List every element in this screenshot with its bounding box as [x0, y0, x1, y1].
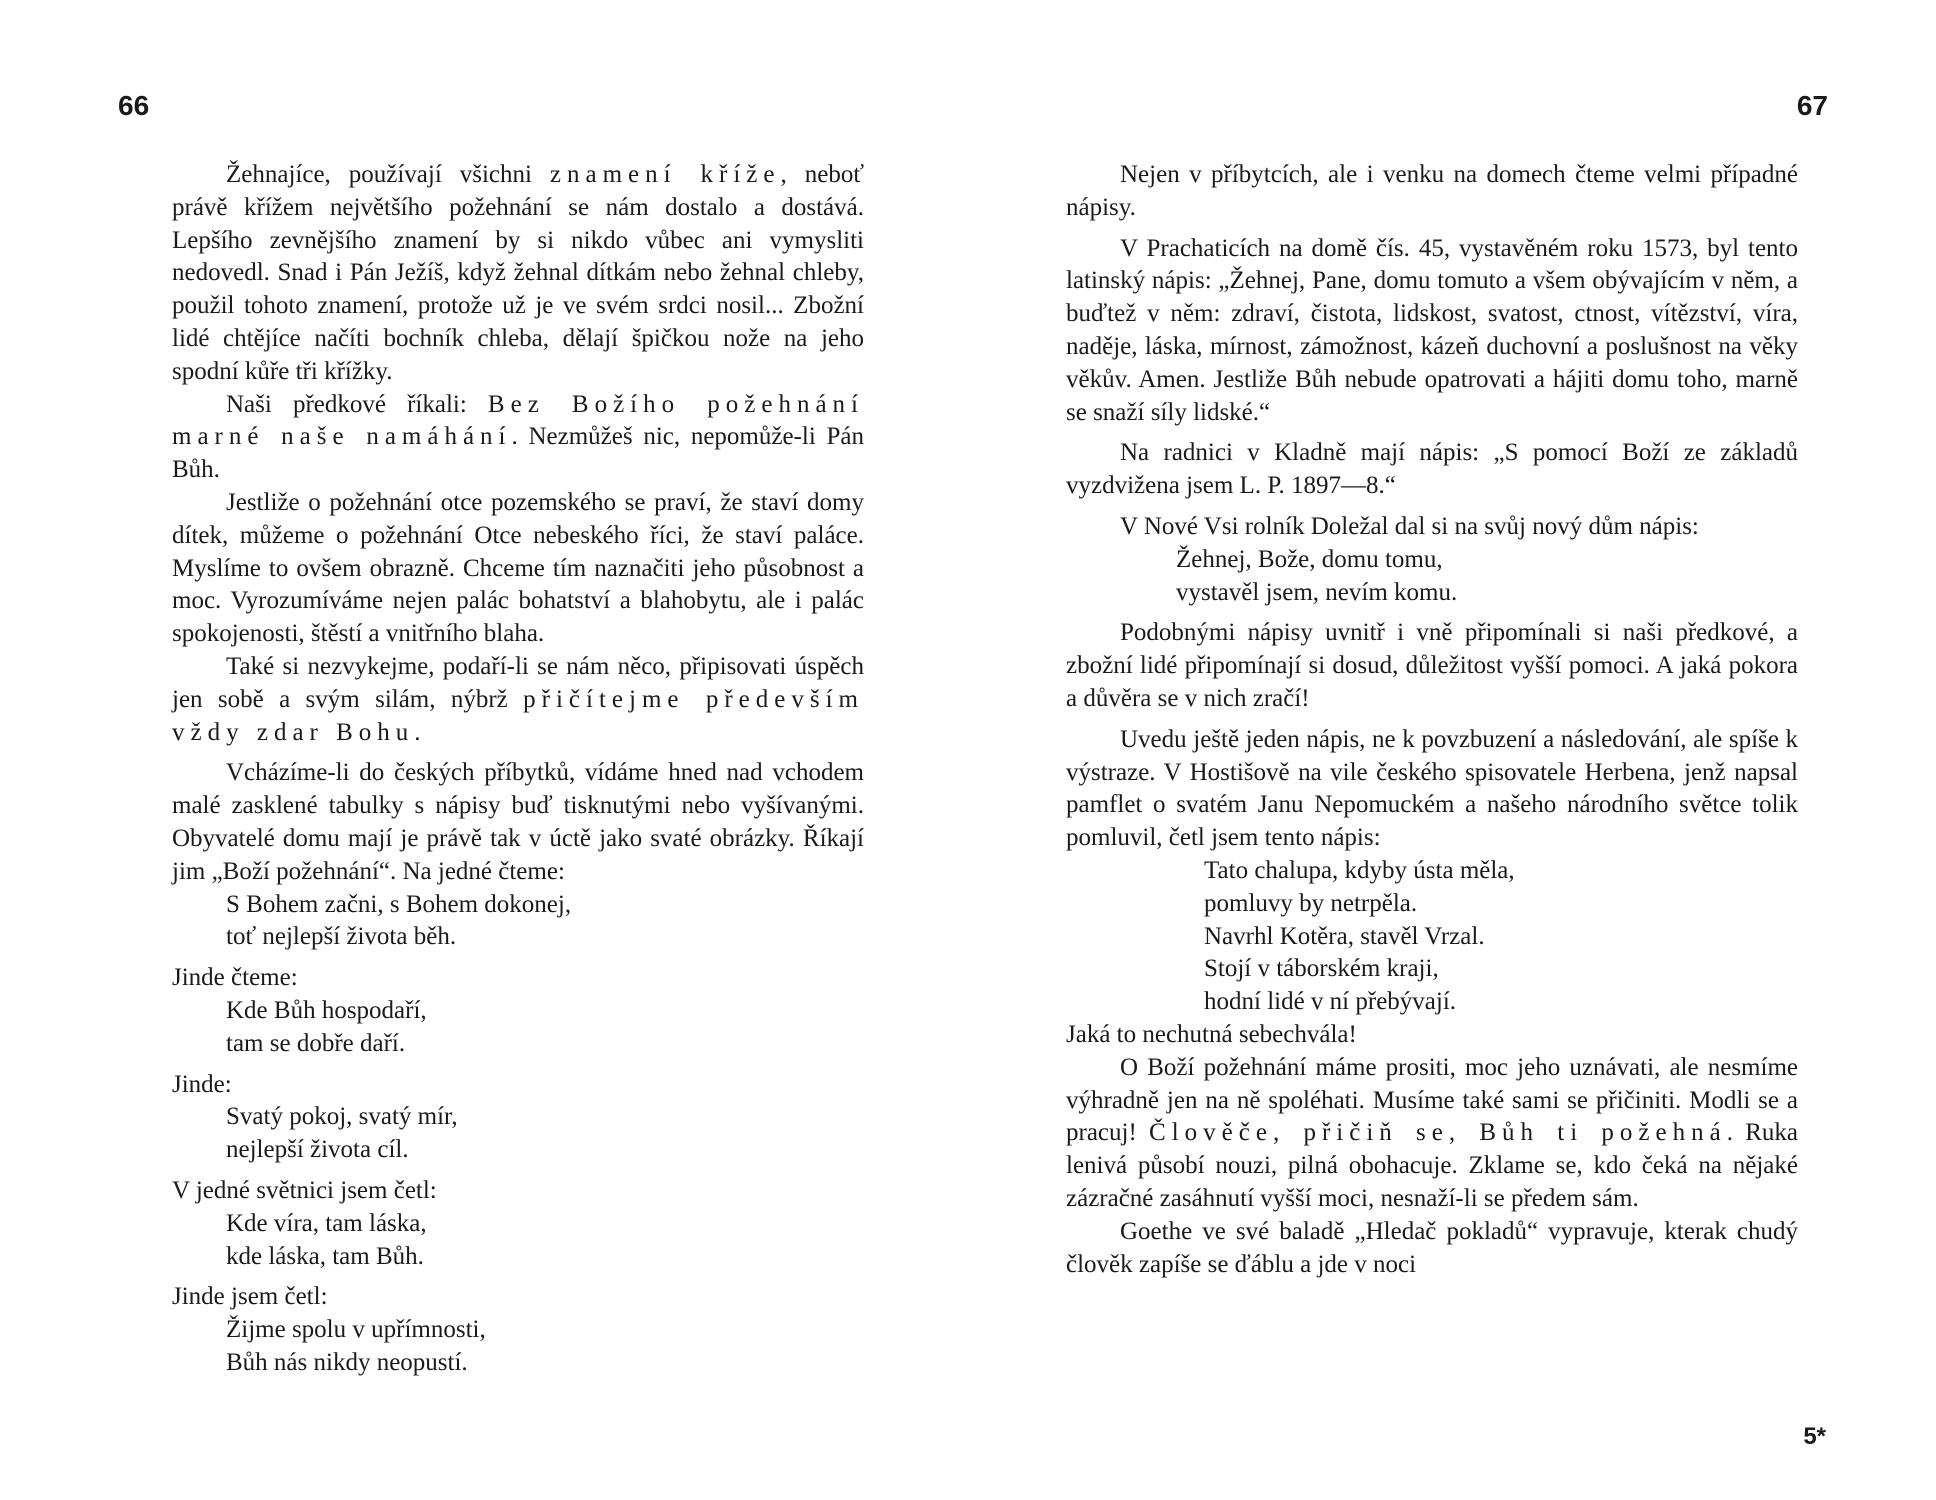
verse-line: toť nejlepší života běh.: [226, 923, 457, 951]
right-paragraph-6: Uvedu ještě jeden nápis, ne k povzbuzení a následování, ale spíše k výstraze. V Hostišově na vile českého spisovatele Herbena, jenž napsal pamflet o svatém Janu Nepomuckém a našeho národního světce tolik pomluvil, četl jsem tento nápis:: [1066, 725, 1798, 852]
inscription-verse-4: [172, 1208, 864, 1274]
spaced-emphasis: znamení kříže: [549, 161, 781, 188]
right-paragraph-2: V Prachaticích na domě čís. 45, vystavěném roku 1573, byl tento latinský nápis: „Žehnej, Pane, domu tomuto a všem obývajícím v něm, a buďtež v něm: zdraví, čistota, lidskost, svatost, ctnost, vítězství, víra, naděje, láska, mírnost, zámožnost, kázeň duchovní a poslušnost na věky věkův. Amen. Jestliže Bůh nebude opatrovati a hájiti domu toho, marně se snaží síly lidské.“: [1066, 234, 1798, 426]
right-text-column: [1066, 159, 1798, 1281]
left-paragraph-1: Žehnajíce, používají všichni znamení kříže, neboť právě křížem největšího požehnání se nám dostalo a dostává. Lepšího zevnějšího znamení by si nikdo vůbec ani vymysliti nedovedl. Snad i Pán Ježíš, když žehnal dítkám nebo žehnal chleby, použil tohoto znamení, protože už je ve svém srdci nosil... Zbožní lidé chtějíce načíti bochník chleba, dělají špičkou nože na jeho spodní kůře tři křížky.: [172, 161, 864, 385]
left-paragraph-2: Naši předkové říkali: Bez Božího požehnání marné naše namáhání. Nezmůžeš nic, nepomůže-li Pán Bůh.: [172, 390, 864, 484]
verse-line: Kde Bůh hospodaří,: [226, 996, 427, 1024]
inscription-verse-6: [1066, 544, 1798, 610]
left-paragraph-4: Také si nezvykejme, podaří-li se nám něco, připisovati úspěch jen sobě a svým silám, nýbrž přičítejme především vždy zdar Bohu.: [172, 652, 864, 746]
spaced-emphasis: Bez Božího požehnání marné naše namáhání: [172, 390, 864, 451]
verse-line: kde láska, tam Bůh.: [226, 1242, 424, 1270]
verse-line: Stojí v táborském kraji,: [1204, 955, 1439, 983]
verse-line: Navrhl Kotěra, stavěl Vrzal.: [1204, 922, 1485, 950]
verse-line: Bůh nás nikdy neopustí.: [226, 1348, 468, 1376]
closing-remark: Jaká to nechutná sebechvála!: [1066, 1020, 1357, 1048]
right-paragraph-4: V Nové Vsi rolník Doležal dal si na svůj nový dům nápis:: [1120, 512, 1699, 540]
verse-intro-5: Jinde jsem četl:: [172, 1283, 328, 1311]
inscription-verse-5: [172, 1314, 864, 1380]
inscription-verse-1: [172, 889, 864, 955]
verse-line: Žijme spolu v upřímnosti,: [226, 1316, 486, 1344]
verse-line: Kde víra, tam láska,: [226, 1209, 427, 1237]
verse-line: Tato chalupa, kdyby ústa měla,: [1204, 856, 1515, 884]
right-paragraph-8: Goethe ve své baladě „Hledač pokladů“ vypravuje, kterak chudý člověk zapíše se ďáblu a jde v noci: [1066, 1217, 1798, 1278]
verse-intro-2: Jinde čteme:: [172, 964, 298, 992]
left-paragraph-3: Jestliže o požehnání otce pozemského se praví, že staví domy dítek, můžeme o požehnání Otce nebeského říci, že staví paláce. Myslíme to ovšem obrazně. Chceme tím naznačiti jeho působnost a moc. Vyrozumíváme nejen palác bohatství a blahobytu, ale i palác spokojenosti, štěstí a vnitřního blaha.: [172, 488, 864, 648]
right-paragraph-1: Nejen v příbytcích, ale i venku na domech čteme velmi případné nápisy.: [1066, 161, 1798, 221]
verse-line: nejlepší života cíl.: [226, 1136, 409, 1164]
left-page-number: 66: [118, 90, 150, 121]
spaced-emphasis: Člověče, přičiň se, Bůh ti požehná: [1149, 1119, 1727, 1147]
left-text-column: [172, 159, 864, 1380]
verse-line: S Bohem začni, s Bohem dokonej,: [226, 890, 572, 918]
left-paragraph-5: Vcházíme-li do českých příbytků, vídáme hned nad vchodem malé zasklené tabulky s nápisy buď tisknutými nebo vyšívanými. Obyvatelé domu mají je právě tak v úctě jako svaté obrázky. Říkají jim „Boží požehnání“. Na jedné čteme:: [172, 759, 864, 885]
inscription-verse-3: [172, 1101, 864, 1167]
verse-line: hodní lidé v ní přebývají.: [1204, 988, 1457, 1016]
right-paragraph-3: Na radnici v Kladně mají nápis: „S pomocí Boží ze základů vyzdvižena jsem L. P. 1897—8.“: [1066, 439, 1798, 500]
verse-line: Svatý pokoj, svatý mír,: [226, 1103, 458, 1131]
right-paragraph-7: O Boží požehnání máme prositi, moc jeho uznávati, ale nesmíme výhradně jen na ně spoléhati. Musíme také sami se přičiniti. Modli se a pracuj! Člověče, přičiň se, Bůh ti požehná. Ruka lenivá působí nouzi, pilná obohacuje. Zklame se, kdo čeká na nějaké zázračné zasáhnutí vyšší moci, nesnaží-li se předem sám.: [1066, 1053, 1798, 1212]
verse-intro-3: Jinde:: [172, 1070, 232, 1098]
verse-line: Žehnej, Bože, domu tomu,: [1176, 545, 1443, 573]
verse-line: pomluvy by netrpěla.: [1204, 889, 1418, 917]
right-paragraph-5: Podobnými nápisy uvnitř i vně připomínali si naši předkové, a zbožní lidé připomínají si dosud, důležitost vyšší pomoci. A jaká pokora a důvěra se v nich zračí!: [1066, 619, 1798, 712]
signature-mark: 5*: [1803, 1423, 1826, 1450]
verse-intro-4: V jedné světnici jsem četl:: [172, 1176, 437, 1204]
inscription-verse-2: [172, 995, 864, 1061]
verse-line: vystavěl jsem, nevím komu.: [1176, 578, 1458, 606]
inscription-verse-7: [1066, 855, 1798, 1019]
verse-line: tam se dobře daří.: [226, 1029, 406, 1057]
right-page: [968, 0, 1936, 1500]
right-page-number: 67: [1796, 90, 1828, 121]
spaced-emphasis: přičítejme především vždy zdar Bohu: [172, 685, 864, 746]
